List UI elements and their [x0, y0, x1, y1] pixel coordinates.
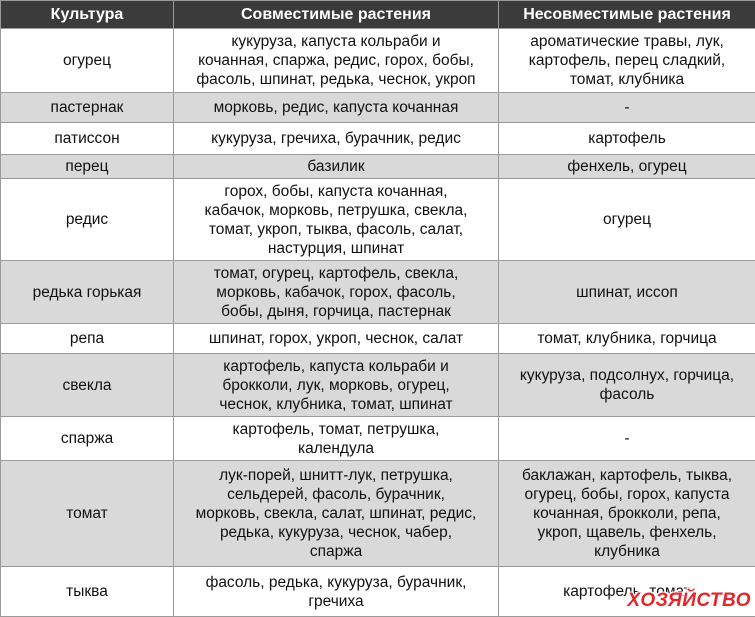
compatible-cell	[174, 567, 499, 617]
crop-cell: редька горькая	[1, 261, 174, 324]
header-incompatible: Несовместимые растения	[499, 1, 755, 29]
incompatible-cell	[499, 261, 755, 324]
compatible-cell	[174, 324, 499, 354]
compatible-line: шпинат, горох, укроп, чеснок, салат	[178, 329, 494, 348]
incompatible-cell	[499, 155, 755, 179]
incompatible-line: огурец, бобы, горох, капуста	[503, 485, 751, 504]
compatible-cell	[174, 417, 499, 461]
watermark-logo: ХОЗЯЙСТВО	[627, 590, 751, 612]
incompatible-line: -	[503, 98, 751, 117]
table-row	[1, 261, 755, 324]
compatible-line: сельдерей, фасоль, бурачник,	[178, 485, 494, 504]
incompatible-cell	[499, 123, 755, 155]
compatible-line: брокколи, лук, морковь, огурец,	[178, 376, 494, 395]
incompatible-cell	[499, 29, 755, 93]
crop-cell: репа	[1, 324, 174, 354]
compatible-cell	[174, 155, 499, 179]
compatible-line: настурция, шпинат	[178, 239, 494, 258]
table-row	[1, 417, 755, 461]
compatible-line: морковь, редис, капуста кочанная	[178, 98, 494, 117]
compatible-line: кукуруза, гречиха, бурачник, редис	[178, 129, 494, 148]
compatible-line: морковь, кабачок, горох, фасоль,	[178, 283, 494, 302]
incompatible-line: фенхель, огурец	[503, 157, 751, 176]
compatible-cell	[174, 354, 499, 417]
incompatible-line: -	[503, 429, 751, 448]
incompatible-line: клубника	[503, 542, 751, 561]
incompatible-line: кукуруза, подсолнух, горчица,	[503, 366, 751, 385]
incompatible-line: баклажан, картофель, тыква,	[503, 466, 751, 485]
compatible-line: томат, огурец, картофель, свекла,	[178, 264, 494, 283]
table-row	[1, 155, 755, 179]
incompatible-line: шпинат, иссоп	[503, 283, 751, 302]
incompatible-cell	[499, 179, 755, 261]
table-row	[1, 93, 755, 123]
compatible-line: картофель, капуста кольраби и	[178, 357, 494, 376]
incompatible-line: кочанная, брокколи, репа,	[503, 504, 751, 523]
crop-cell: патиссон	[1, 123, 174, 155]
compatible-cell	[174, 93, 499, 123]
table-row	[1, 354, 755, 417]
table-row	[1, 29, 755, 93]
crop-cell: огурец	[1, 29, 174, 93]
compatible-line: морковь, свекла, салат, шпинат, редис,	[178, 504, 494, 523]
crop-cell: свекла	[1, 354, 174, 417]
crop-cell: томат	[1, 461, 174, 567]
compatible-line: горох, бобы, капуста кочанная,	[178, 182, 494, 201]
compatible-line: гречиха	[178, 592, 494, 611]
header-compatible: Совместимые растения	[174, 1, 499, 29]
table-row	[1, 324, 755, 354]
header-row	[1, 1, 755, 29]
compatible-line: календула	[178, 439, 494, 458]
incompatible-line: томат, клубника, горчица	[503, 329, 751, 348]
incompatible-line: укроп, щавель, фенхель,	[503, 523, 751, 542]
incompatible-cell	[499, 324, 755, 354]
crop-cell: редис	[1, 179, 174, 261]
incompatible-line: ароматические травы, лук,	[503, 32, 751, 51]
table-row	[1, 179, 755, 261]
incompatible-line: картофель	[503, 129, 751, 148]
incompatible-cell	[499, 461, 755, 567]
compatible-line: кукуруза, капуста кольраби и	[178, 32, 494, 51]
incompatible-line: картофель, томат	[503, 582, 751, 601]
compatible-cell	[174, 179, 499, 261]
table-row	[1, 461, 755, 567]
incompatible-line: огурец	[503, 210, 751, 229]
compatible-line: фасоль, редька, кукуруза, бурачник,	[178, 573, 494, 592]
compatible-line: чеснок, клубника, томат, шпинат	[178, 395, 494, 414]
incompatible-line: томат, клубника	[503, 70, 751, 89]
compatible-line: редька, кукуруза, чеснок, чабер,	[178, 523, 494, 542]
compatible-line: кочанная, спаржа, редис, горох, бобы,	[178, 51, 494, 70]
compatible-line: томат, укроп, тыква, фасоль, салат,	[178, 220, 494, 239]
compatible-line: лук-порей, шнитт-лук, петрушка,	[178, 466, 494, 485]
compatible-line: картофель, томат, петрушка,	[178, 420, 494, 439]
crop-cell: спаржа	[1, 417, 174, 461]
incompatible-cell	[499, 93, 755, 123]
crop-cell: перец	[1, 155, 174, 179]
compatible-line: кабачок, морковь, петрушка, свекла,	[178, 201, 494, 220]
compatible-line: бобы, дыня, горчица, пастернак	[178, 302, 494, 321]
compatible-cell	[174, 261, 499, 324]
compatible-cell	[174, 461, 499, 567]
header-crop: Культура	[1, 1, 174, 29]
incompatible-cell	[499, 354, 755, 417]
incompatible-cell	[499, 417, 755, 461]
incompatible-line: картофель, перец сладкий,	[503, 51, 751, 70]
compatible-cell	[174, 29, 499, 93]
compatible-line: спаржа	[178, 542, 494, 561]
table-body	[1, 29, 755, 617]
incompatible-line: фасоль	[503, 385, 751, 404]
table-row	[1, 123, 755, 155]
compatible-line: фасоль, шпинат, редька, чеснок, укроп	[178, 70, 494, 89]
compatible-line: базилик	[178, 157, 494, 176]
crop-cell: тыква	[1, 567, 174, 617]
crop-cell: пастернак	[1, 93, 174, 123]
compatible-cell	[174, 123, 499, 155]
